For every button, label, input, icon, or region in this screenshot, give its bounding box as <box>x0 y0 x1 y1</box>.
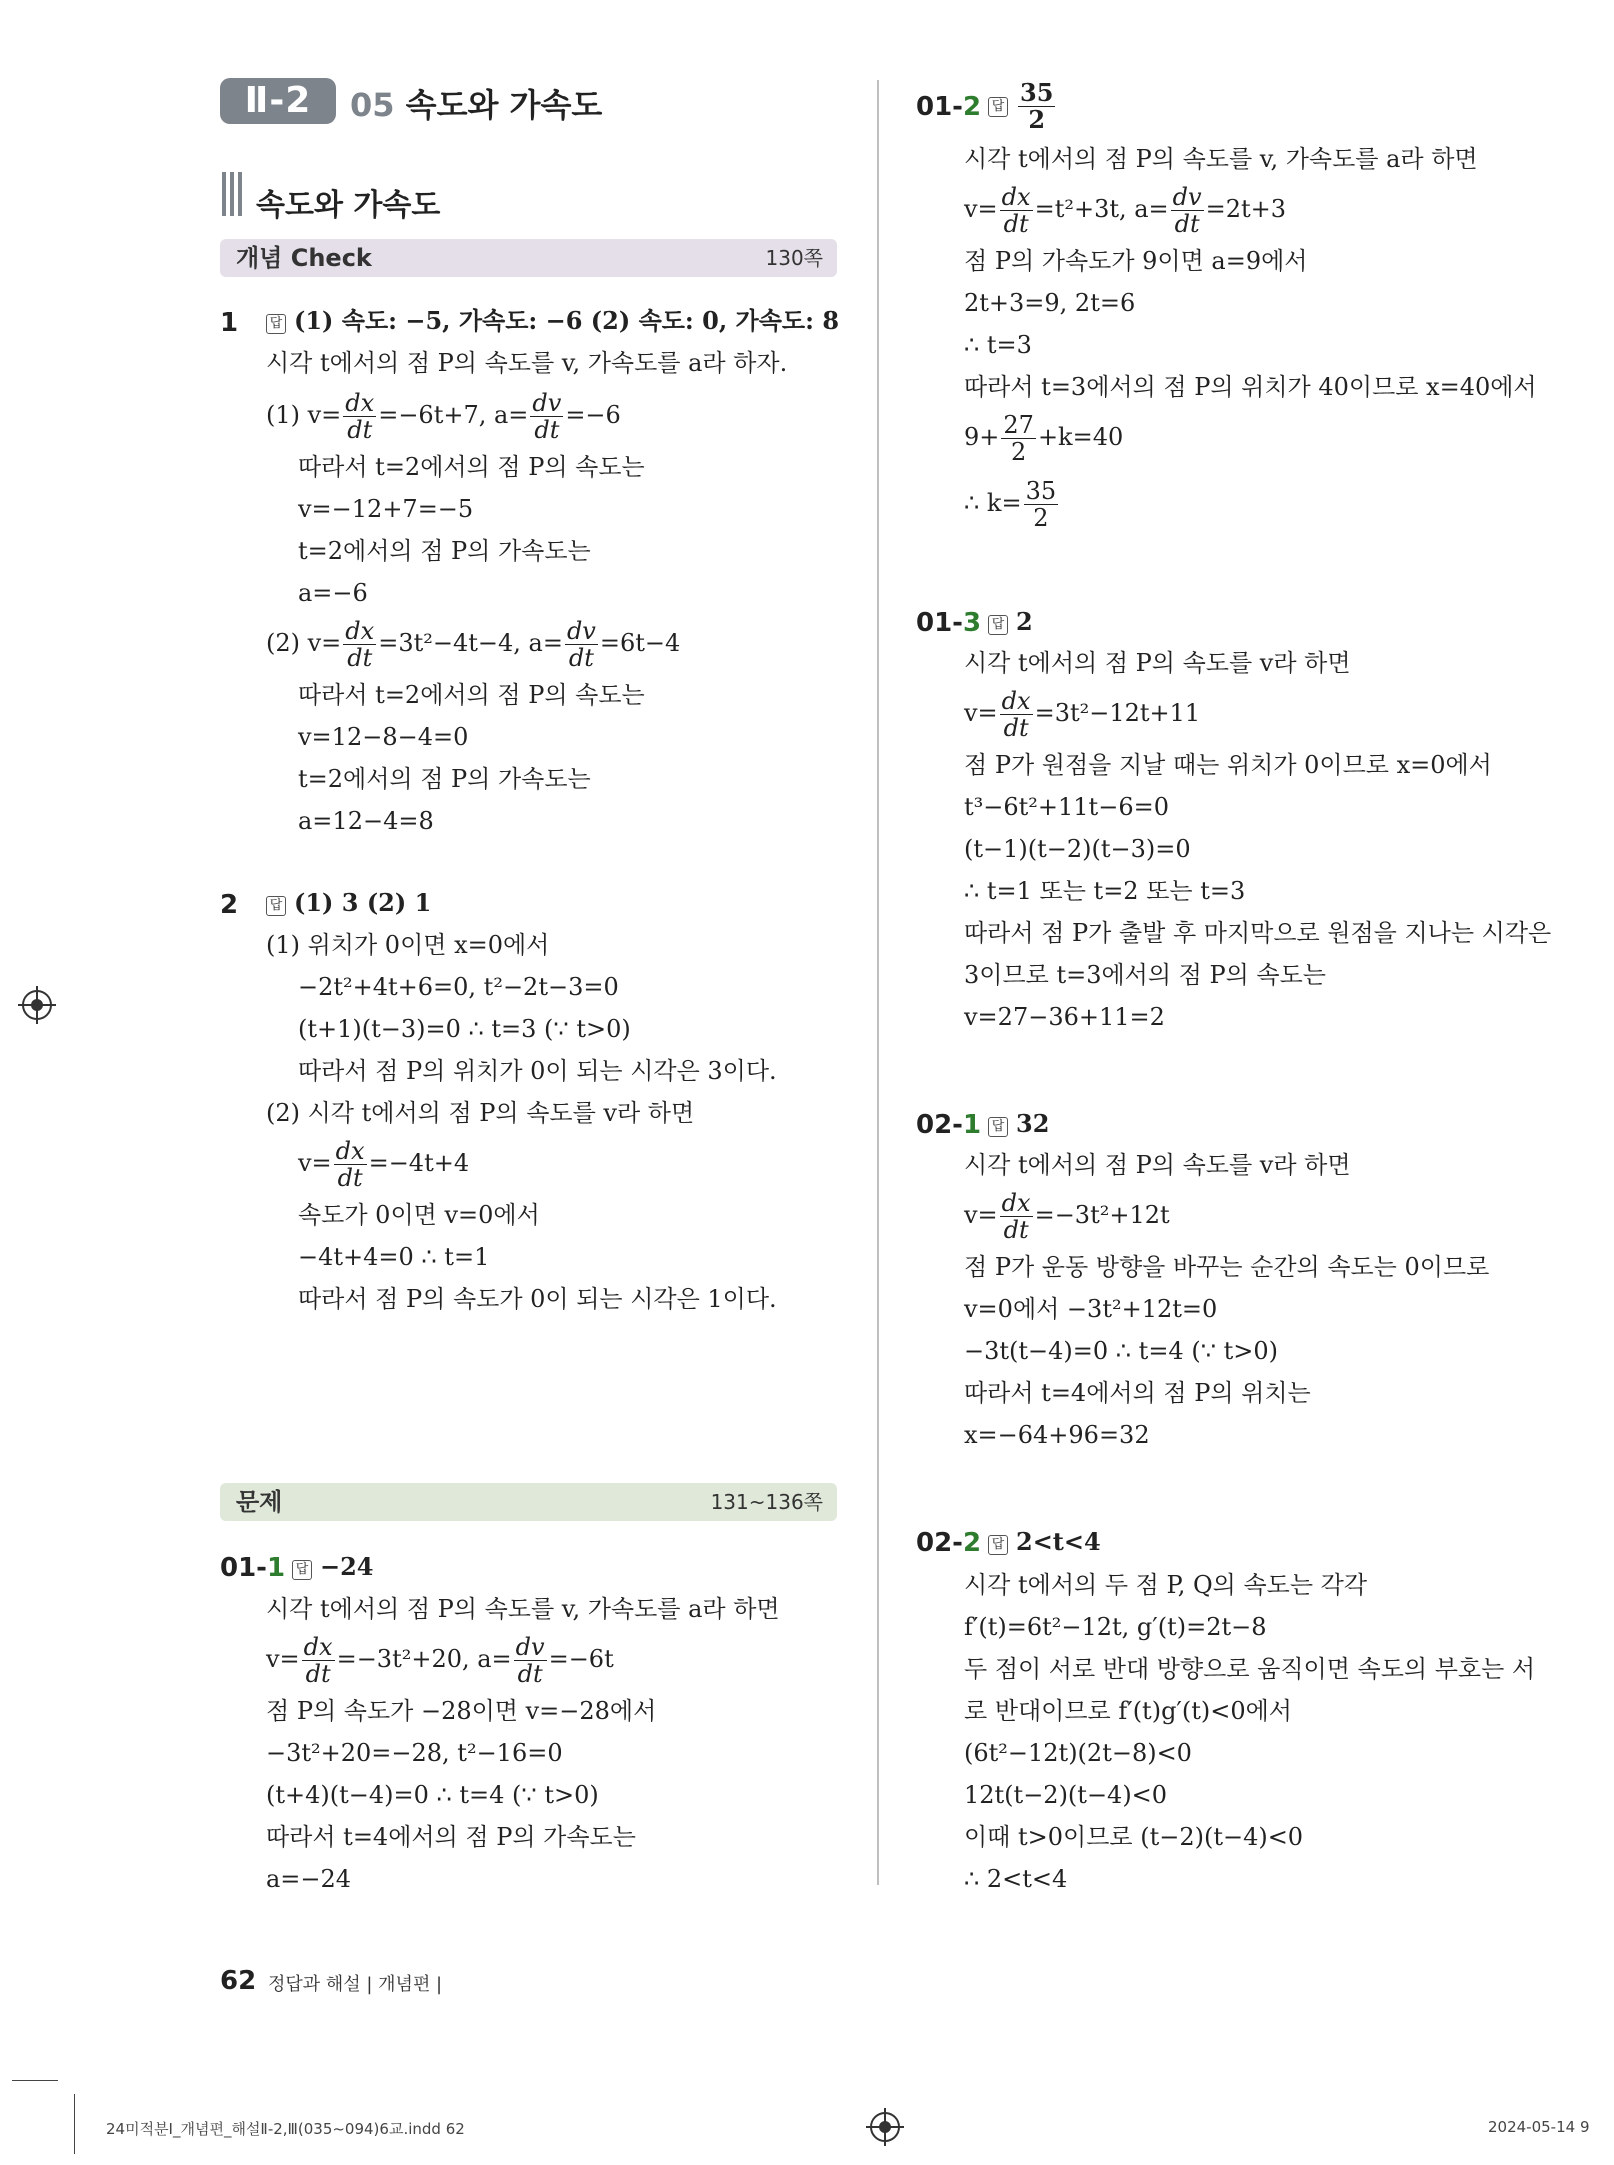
equation-line: v= $\frac{dx}{dt}$ =3t²−12t+11 <box>964 687 1201 742</box>
answer-icon: 답 <box>266 896 286 916</box>
band-pages: 130쪽 <box>765 246 823 270</box>
solution-line: a=12−4=8 <box>298 807 434 835</box>
answer-line <box>988 1527 1101 1557</box>
answer-icon: 답 <box>292 1560 312 1580</box>
solution-line: 따라서 점 P의 속도가 0이 되는 시각은 1이다. <box>298 1285 777 1313</box>
answer-line <box>988 1109 1049 1139</box>
registration-mark-icon <box>870 2112 900 2142</box>
solution-line: 3이므로 t=3에서의 점 P의 속도는 <box>964 961 1326 989</box>
solution-line: t=2에서의 점 P의 가속도는 <box>298 537 591 565</box>
solution-line: (1) 위치가 0이면 x=0에서 <box>266 931 550 959</box>
solution-line: 따라서 점 P의 위치가 0이 되는 시각은 3이다. <box>298 1057 777 1085</box>
solution-line: 따라서 t=2에서의 점 P의 속도는 <box>298 681 645 709</box>
solution-line: 점 P의 속도가 −28이면 v=−28에서 <box>266 1697 657 1725</box>
band-pages: 131~136쪽 <box>710 1490 823 1514</box>
section-marker-icon <box>222 172 244 216</box>
solution-line: v=27−36+11=2 <box>964 1003 1165 1031</box>
problem-number: 2 <box>220 890 239 920</box>
equation-line: ∴ k= $\frac{35}{2}$ <box>964 477 1057 532</box>
solution-line: 속도가 0이면 v=0에서 <box>298 1201 540 1229</box>
band-label: 개념 Check <box>236 244 372 272</box>
solution-line: −3t²+20=−28, t²−16=0 <box>266 1739 563 1767</box>
answer-text: (1) 속도: −5, 가속도: −6 (2) 속도: 0, 가속도: 8 <box>294 306 840 335</box>
solution-line: t³−6t²+11t−6=0 <box>964 793 1169 821</box>
solution-line: 따라서 t=4에서의 점 P의 위치는 <box>964 1379 1311 1407</box>
solution-line: −3t(t−4)=0 ∴ t=4 (∵ t>0) <box>964 1337 1278 1365</box>
concept-check-band <box>220 239 837 277</box>
answer-line <box>266 306 839 336</box>
solution-line: 12t(t−2)(t−4)<0 <box>964 1781 1168 1809</box>
registration-mark-icon <box>22 990 52 1020</box>
answer-line <box>988 607 1033 637</box>
equation-line: (1) v= $\frac{dx}{dt}$ =−6t+7, a= $\frac{dv}{dt}$ =−6 <box>266 389 621 444</box>
solution-line: ∴ 2<t<4 <box>964 1865 1068 1893</box>
equation-line: v= $\frac{dx}{dt}$ =−3t²+20, a= $\frac{dv}{dt}$ =−6t <box>266 1633 614 1688</box>
solution-line: x=−64+96=32 <box>964 1421 1150 1449</box>
solution-line: a=−6 <box>298 579 368 607</box>
section-title: 속도와 가속도 <box>256 188 441 223</box>
equation-line: v= $\frac{dx}{dt}$ =t²+3t, a= $\frac{dv}{dt}$ =2t+3 <box>964 183 1286 238</box>
solution-line: 시각 t에서의 점 P의 속도를 v, 가속도를 a라 하면 <box>964 145 1478 173</box>
answer-text: 32 <box>1016 1109 1050 1138</box>
column-divider <box>877 80 879 1885</box>
answer-text: 2<t<4 <box>1016 1527 1101 1556</box>
answer-text: −24 <box>320 1552 374 1581</box>
solution-line: (t+4)(t−4)=0 ∴ t=4 (∵ t>0) <box>266 1781 599 1809</box>
solution-line: t=2에서의 점 P의 가속도는 <box>298 765 591 793</box>
solution-line: −4t+4=0 ∴ t=1 <box>298 1243 490 1271</box>
chapter-number: 05 <box>350 86 395 124</box>
equation-line: v= $\frac{dx}{dt}$ =−3t²+12t <box>964 1189 1170 1244</box>
answer-text: (1) 3 (2) 1 <box>294 888 432 917</box>
equation-line: 9+ $\frac{27}{2}$ +k=40 <box>964 411 1124 466</box>
problem-number: 02-2 <box>916 1528 982 1558</box>
solution-line: 이때 t>0이므로 (t−2)(t−4)<0 <box>964 1823 1304 1851</box>
solution-line: v=−12+7=−5 <box>298 495 474 523</box>
solution-line: 따라서 t=3에서의 점 P의 위치가 40이므로 x=40에서 <box>964 373 1537 401</box>
solution-line: 점 P가 운동 방향을 바꾸는 순간의 속도는 0이므로 <box>964 1253 1490 1281</box>
solution-line: 점 P가 원점을 지날 때는 위치가 0이므로 x=0에서 <box>964 751 1492 779</box>
solution-line: 시각 t에서의 점 P의 속도를 v라 하면 <box>964 1151 1351 1179</box>
solution-line: v=12−8−4=0 <box>298 723 469 751</box>
crop-mark <box>74 2094 75 2154</box>
answer-line <box>266 888 431 918</box>
solution-line: (2) 시각 t에서의 점 P의 속도를 v라 하면 <box>266 1099 695 1127</box>
problem-number: 1 <box>220 308 239 338</box>
solution-line: 시각 t에서의 점 P의 속도를 v라 하면 <box>964 649 1351 677</box>
solution-line: f′(t)=6t²−12t, g′(t)=2t−8 <box>964 1613 1267 1641</box>
chapter-badge: Ⅱ-2 <box>220 78 336 124</box>
solution-line: 따라서 t=4에서의 점 P의 가속도는 <box>266 1823 636 1851</box>
problem-number: 01-1 <box>220 1553 286 1583</box>
answer-icon: 답 <box>988 1535 1008 1555</box>
solution-line: 두 점이 서로 반대 방향으로 움직이면 속도의 부호는 서 <box>964 1655 1536 1683</box>
chapter-title <box>350 80 602 126</box>
solution-line: 시각 t에서의 점 P의 속도를 v, 가속도를 a라 하자. <box>266 349 788 377</box>
solution-line: 시각 t에서의 두 점 P, Q의 속도는 각각 <box>964 1571 1368 1599</box>
solution-line: v=0에서 −3t²+12t=0 <box>964 1295 1218 1323</box>
slug-date: 2024-05-14 9 <box>1488 2118 1590 2136</box>
footer-text: 정답과 해설 | 개념편 | <box>268 1974 443 1995</box>
answer-text: 2 <box>1016 607 1033 636</box>
solution-line: 점 P의 가속도가 9이면 a=9에서 <box>964 247 1308 275</box>
answer-icon: 답 <box>988 1117 1008 1137</box>
problem-number: 01-3 <box>916 608 982 638</box>
band-label: 문제 <box>236 1488 283 1516</box>
equation-line: v= $\frac{dx}{dt}$ =−4t+4 <box>298 1137 470 1192</box>
solution-line: 따라서 점 P가 출발 후 마지막으로 원점을 지나는 시각은 <box>964 919 1552 947</box>
answer-icon: 답 <box>266 314 286 334</box>
solution-line: (t+1)(t−3)=0 ∴ t=3 (∵ t>0) <box>298 1015 631 1043</box>
solution-line: 시각 t에서의 점 P의 속도를 v, 가속도를 a라 하면 <box>266 1595 780 1623</box>
solution-line: ∴ t=1 또는 t=2 또는 t=3 <box>964 877 1246 905</box>
solution-line: (6t²−12t)(2t−8)<0 <box>964 1739 1192 1767</box>
solution-line: ∴ t=3 <box>964 331 1032 359</box>
solution-line: 로 반대이므로 f′(t)g′(t)<0에서 <box>964 1697 1292 1725</box>
problem-band <box>220 1483 837 1521</box>
answer-icon: 답 <box>988 97 1008 117</box>
solution-line: 2t+3=9, 2t=6 <box>964 289 1136 317</box>
solution-line: (t−1)(t−2)(t−3)=0 <box>964 835 1191 863</box>
answer-icon: 답 <box>988 615 1008 635</box>
solution-line: −2t²+4t+6=0, t²−2t−3=0 <box>298 973 619 1001</box>
chapter-title-text: 속도와 가속도 <box>405 86 603 124</box>
answer-line: 답 $\frac{35}{2}$ <box>988 80 1057 133</box>
page-number: 62 <box>220 1966 257 1996</box>
solution-line: a=−24 <box>266 1865 352 1893</box>
equation-line: (2) v= $\frac{dx}{dt}$ =3t²−4t−4, a= $\frac{dv}{dt}$ =6t−4 <box>266 617 681 672</box>
problem-number: 01-2 <box>916 92 982 122</box>
solution-line: 따라서 t=2에서의 점 P의 속도는 <box>298 453 645 481</box>
problem-number: 02-1 <box>916 1110 982 1140</box>
answer-line <box>292 1552 374 1582</box>
slug-filename: 24미적분Ⅰ_개념편_해설Ⅱ-2,Ⅲ(035~094)6교.indd 62 <box>106 2120 465 2138</box>
crop-mark <box>12 2080 58 2081</box>
